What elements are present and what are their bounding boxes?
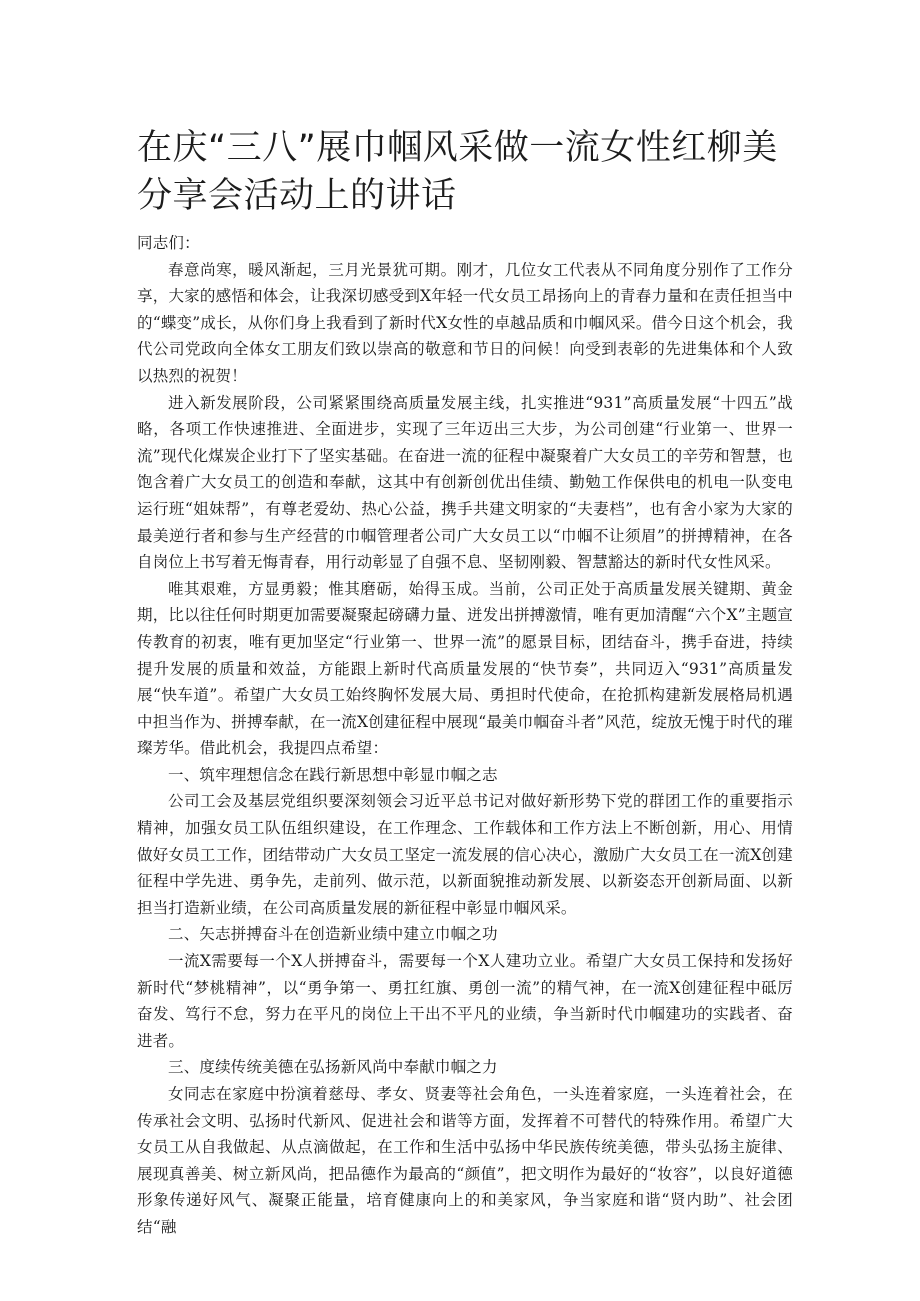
paragraph-opening: 春意尚寒，暖风渐起，三月光景犹可期。刚才，几位女工代表从不同角度分别作了工作分享，大家的感悟和体会，让我深切感受到X年轻一代女员工昂扬向上的青春力量和在责任担当中的“蝶变”成长，从你们身上我看到了新时代X女性的卓越品质和巾帼风采。借今日这个机会，我代公司党政向全体女工朋友们致以崇高的敬意和节日的问候！向受到表彰的先进集体和个人致以热烈的祝贺！ [137,260,793,385]
document-title: 在庆“三八”展巾帼风采做一流女性红柳美分享会活动上的讲话 [137,128,778,216]
paragraph-section-2: 一流X需要每一个X人拼搏奋斗，需要每一个X人建功立业。希望广大女员工保持和发扬好新时代“梦桃精神”，以“勇争第一、勇扛红旗、勇创一流”的精气神，在一流X创建征程中砥厉奋发、笃行不怠，努力在平凡的岗位上干出不平凡的业绩，争当新时代巾帼建功的实践者、奋进者。 [137,952,793,1050]
section-heading-1: 一、筑牢理想信念在践行新思想中彰显巾帼之志 [168,765,498,784]
paragraph-section-1: 公司工会及基层党组织要深刻领会习近平总书记对做好新形势下党的群团工作的重要指示精神，加强女员工队伍组织建设，在工作理念、工作载体和工作方法上不断创新，用心、用情做好女员工工作，团结带动广大女员工坚定一流发展的信心决心，激励广大女员工在一流X创建征程中学先进、勇争先，走前列、做示范，以新面貌推动新发展、以新姿态开创新局面、以新担当打造新业绩，在公司高质量发展的新征程中彰显巾帼风采。 [137,792,793,917]
paragraph-section-3: 女同志在家庭中扮演着慈母、孝女、贤妻等社会角色，一头连着家庭，一头连着社会，在传承社会文明、弘扬时代新风、促进社会和谐等方面，发挥着不可替代的特殊作用。希望广大女员工从自我做起、从点滴做起，在工作和生活中弘扬中华民族传统美德，带头弘扬主旋律、展现真善美、树立新风尚，把品德作为最高的“颜值”，把文明作为最好的“妆容”，以良好道德形象传递好风气、凝聚正能量，培育健康向上的和美家风，争当家庭和谐“贤内助”、社会团结“融 [137,1085,793,1236]
section-heading-2: 二、矢志拼搏奋斗在创造新业绩中建立巾帼之功 [168,925,498,944]
paragraph-development: 进入新发展阶段，公司紧紧围绕高质量发展主线，扎实推进“931”高质量发展“十四五”战略，各项工作快速推进、全面进步，实现了三年迈出三大步，为公司创建“行业第一、世界一流”现代化煤炭企业打下了坚实基础。在奋进一流的征程中凝聚着广大女员工的辛劳和智慧，也饱含着广大女员工的创造和奉献，这其中有创新创优出佳绩、勤勉工作保供电的机电一队变电运行班“姐妹帮”，有尊老爱幼、热心公益，携手共建文明家的“夫妻档”，也有舍小家为大家的最美逆行者和参与生产经营的巾帼管理者公司广大女员工以“巾帼不让须眉”的拼搏精神，在各自岗位上书写着无悔青春，用行动彰显了自强不息、坚韧刚毅、智慧豁达的新时代女性风采。 [137,393,793,572]
salutation: 同志们： [137,234,200,252]
paragraph-hopes: 唯其艰难，方显勇毅；惟其磨砺，始得玉成。当前，公司正处于高质量发展关键期、黄金期，比以往任何时期更加需要凝聚起磅礴力量、迸发出拼搏激情，唯有更加清醒“六个X”主题宣传教育的初衷，唯有更加坚定“行业第一、世界一流”的愿景目标，团结奋斗，携手奋进，持续提升发展的质量和效益，方能跟上新时代高质量发展的“快节奏”，共同迈入“931”高质量发展“快车道”。希望广大女员工始终胸怀发展大局、勇担时代使命，在抢抓构建新发展格局机遇中担当作为、拼搏奉献，在一流X创建征程中展现“最美巾帼奋斗者”风范，绽放无愧于时代的璀璨芳华。借此机会，我提四点希望： [137,579,793,758]
section-heading-3: 三、度续传统美德在弘扬新风尚中奉献巾帼之力 [168,1058,498,1077]
document-body [137,230,793,1241]
